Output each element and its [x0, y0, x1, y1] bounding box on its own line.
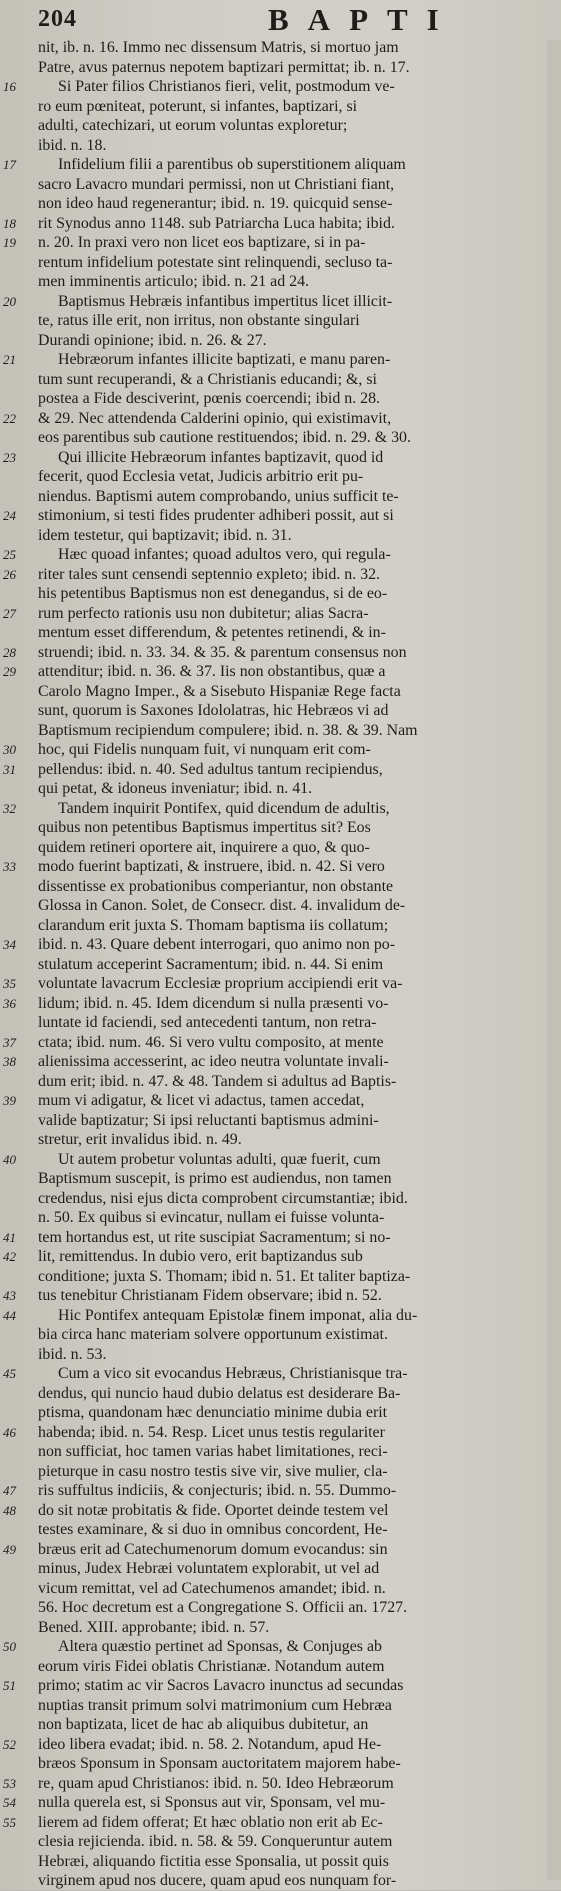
text-line [0, 604, 561, 624]
line-text: Hebræi, aliquando fictitia esse Sponsalia, ut possit quis [38, 1852, 389, 1870]
line-text: ideo libera evadat; ibid. n. 58. 2. Notandum, apud He- [38, 1735, 382, 1753]
text-line [0, 58, 561, 78]
line-text: tus tenebitur Christianam Fidem observare; ibid n. 52. [38, 1287, 382, 1304]
marginal-number: 29 [3, 664, 16, 679]
text-line [0, 1676, 561, 1696]
text-line [0, 1832, 561, 1852]
text-line [0, 1384, 561, 1404]
text-line [0, 1325, 561, 1345]
text-line [0, 1871, 561, 1891]
line-text: virginem apud nos ducere, quam apud eos nunquam for- [38, 1872, 397, 1889]
line-text: idem testetur, qui baptizavit; ibid. n. 31. [38, 526, 292, 544]
line-text: Carolo Magno Imper., & a Sisebuto Hispaniæ Rege facta [38, 682, 401, 700]
marginal-number: 27 [3, 605, 16, 621]
line-text: Infidelium filii a parentibus ob superstitionem aliquam [58, 156, 406, 173]
text-line [0, 1403, 561, 1423]
text-line [0, 1130, 561, 1150]
marginal-number: 38 [3, 1054, 16, 1069]
text-line [0, 1559, 561, 1579]
text-line [0, 1696, 561, 1716]
line-text: bræus erit ad Catechumenorum domum evocandus: sin [38, 1540, 388, 1558]
text-line [0, 116, 561, 136]
marginal-number: 40 [3, 1151, 16, 1167]
line-text: 56. Hoc decretum est a Congregatione S. Officii an. 1727. [38, 1599, 408, 1616]
line-text: clarandum erit juxta S. Thomam baptisma iis collatum; [38, 916, 389, 934]
text-line [0, 1657, 561, 1677]
text-line [0, 857, 561, 877]
line-text: Si Pater filios Christianos fieri, velit, postmodum ve- [58, 78, 395, 95]
line-text: luntate id faciendi, sed antecedenti tantum, non retra- [38, 1014, 377, 1031]
line-text: nuptias transit primum solvi matrimonium cum Hebræa [38, 1696, 392, 1714]
text-line [0, 1267, 561, 1287]
line-text: riter tales sunt censendi septennio expleto; ibid. n. 32. [38, 565, 381, 583]
line-text: vicum remittat, vel ad Catechumenos amandet; ibid. n. [38, 1579, 386, 1597]
text-line [0, 214, 561, 234]
line-text: clesia rejicienda. ibid. n. 58. & 59. Conqueruntur autem [38, 1833, 393, 1850]
marginal-number: 25 [3, 547, 16, 562]
text-line [0, 760, 561, 780]
line-text: dissentisse ex probationibus comperiantur, non obstante [38, 877, 394, 895]
text-line [0, 1091, 561, 1111]
line-text: lit, remittendus. In dubio vero, erit baptizandus sub [38, 1248, 363, 1265]
text-line [0, 565, 561, 585]
line-text: lierem ad fidem offerat; Et hæc oblatio non erit ab Ec- [38, 1813, 383, 1831]
line-text: Hic Pontifex antequam Epistolæ finem imponat, alia du- [58, 1306, 418, 1324]
line-text: ibid. n. 53. [38, 1345, 107, 1363]
line-text: quibus non petentibus Baptismus impertitus sit? Eos [38, 819, 371, 836]
line-text: tem hortandus est, ut rite suscipiat Sacramentum; si no- [38, 1228, 391, 1246]
line-text: fecerit, quod Ecclesia vetat, Judicis arbitrio erit pu- [38, 468, 364, 485]
marginal-number: 55 [3, 1814, 16, 1830]
text-line [0, 370, 561, 390]
line-text: credendus, nisi ejus dicta comprobent circumstantiæ; ibid. [38, 1189, 408, 1207]
running-title: BAPTI [268, 2, 458, 37]
line-text: postea a Fide desciverint, pœnis coercendi; ibid n. 28. [38, 390, 381, 407]
marginal-number: 45 [3, 1366, 16, 1381]
marginal-number: 33 [3, 859, 16, 874]
text-line [0, 448, 561, 468]
marginal-number: 50 [3, 1639, 16, 1654]
line-text: ibid. n. 18. [38, 136, 107, 154]
marginal-number: 32 [3, 800, 16, 816]
text-line [0, 1286, 561, 1306]
marginal-number: 18 [3, 215, 16, 231]
marginal-number: 35 [3, 976, 16, 991]
line-text: Tandem inquirit Pontifex, quid dicendum de adultis, [58, 799, 390, 817]
text-line [0, 896, 561, 916]
text-line [0, 1052, 561, 1072]
text-line [0, 974, 561, 994]
text-line [0, 1150, 561, 1170]
text-line [0, 506, 561, 526]
text-line [0, 1501, 561, 1521]
marginal-number: 23 [3, 449, 16, 465]
text-line [0, 487, 561, 507]
marginal-number: 19 [3, 235, 16, 250]
line-text: stimonium, si testi fides prudenter adhiberi possit, aut si [38, 507, 394, 524]
line-text: n. 20. In praxi vero non licet eos baptizare, si in pa- [38, 234, 366, 251]
line-text: pellendus: ibid. n. 40. Sed adultus tantum recipiendus, [38, 760, 383, 778]
text-line [0, 1793, 561, 1813]
line-text: alienissima accesserint, ac ideo neutra voluntate invali- [38, 1053, 389, 1070]
line-text: ctata; ibid. num. 46. Si vero vultu composito, at mente [38, 1033, 384, 1051]
text-line [0, 1462, 561, 1482]
line-text: Bened. XIII. approbante; ibid. n. 57. [38, 1618, 270, 1636]
text-line [0, 662, 561, 682]
page-number: 204 [38, 6, 77, 32]
line-text: Qui illicite Hebræorum infantes baptizavit, quod id [58, 448, 384, 466]
line-text: ibid. n. 43. Quare debent interrogari, quo animo non po- [38, 936, 396, 953]
line-text: dum erit; ibid. n. 47. & 48. Tandem si adultus ad Baptis- [38, 1072, 397, 1090]
line-text: sunt, quorum is Saxones Idololatras, hic Hebræos vi ad [38, 702, 389, 719]
text-line [0, 467, 561, 487]
text-line [0, 1852, 561, 1872]
text-line [0, 721, 561, 741]
marginal-number: 53 [3, 1775, 16, 1791]
text-line [0, 935, 561, 955]
line-text: Cum a vico sit evocandus Hebræus, Christianisque tra- [58, 1365, 408, 1382]
text-line [0, 779, 561, 799]
text-line [0, 623, 561, 643]
text-line [0, 428, 561, 448]
line-text: eorum viris Fidei oblatis Christianæ. Notandum autem [38, 1657, 385, 1675]
text-line [0, 838, 561, 858]
text-line [0, 1598, 561, 1618]
text-line [0, 799, 561, 819]
marginal-number: 20 [3, 293, 16, 309]
text-line [0, 233, 561, 253]
text-line [0, 818, 561, 838]
marginal-number: 43 [3, 1288, 16, 1303]
text-line [0, 955, 561, 975]
line-text: rit Synodus anno 1148. sub Patriarcha Luca habita; ibid. [38, 214, 395, 232]
text-line [0, 1442, 561, 1462]
text-line [0, 545, 561, 565]
line-text: Baptismum suscepit, is primo est audiendus, non tamen [38, 1170, 392, 1187]
line-text: nulla querela est, si Sponsus aut vir, Sponsam, vel mu- [38, 1794, 386, 1811]
text-line [0, 1013, 561, 1033]
text-line [0, 1189, 561, 1209]
line-text: minus, Judex Hebræi voluntatem explorabit, ut vel ad [38, 1560, 380, 1577]
marginal-number: 44 [3, 1307, 16, 1323]
text-line [0, 1033, 561, 1053]
line-text: non baptizata, licet de hac ab aliquibus dubitetur, an [38, 1716, 369, 1733]
line-text: & 29. Nec attendenda Calderini opinio, qui existimavit, [38, 409, 392, 427]
line-text: stulatum acceperint Sacramentum; ibid. n. 44. Si enim [38, 955, 384, 973]
line-text: sacro Lavacro mundari permissi, non ut Christiani fiant, [38, 175, 395, 193]
text-line [0, 292, 561, 312]
text-line [0, 1169, 561, 1189]
text-line [0, 682, 561, 702]
text-line [0, 643, 561, 663]
text-line [0, 194, 561, 214]
text-line [0, 1072, 561, 1092]
text-line [0, 311, 561, 331]
text-line [0, 1813, 561, 1833]
text-line [0, 1735, 561, 1755]
line-text: Hæc quoad infantes; quoad adultos vero, qui regula- [58, 546, 391, 563]
text-line [0, 1715, 561, 1735]
line-text: conditione; juxta S. Thomam; ibid n. 51. Et taliter baptiza- [38, 1267, 411, 1285]
line-text: dendus, qui nuncio haud dubio delatus est desiderare Ba- [38, 1384, 401, 1402]
line-text: habenda; ibid. n. 54. Resp. Licet unus testis regulariter [38, 1423, 385, 1441]
line-text: te, ratus ille erit, non irritus, non obstante singulari [38, 312, 360, 329]
line-text: bræos Sponsum in Sponsam auctoritatem majorem habe- [38, 1755, 401, 1772]
line-text: qui petat, & idoneus inveniatur; ibid. n. 41. [38, 780, 313, 797]
text-line [0, 701, 561, 721]
text-line [0, 584, 561, 604]
line-text: men imminentis articulo; ibid. n. 21 ad 24. [38, 273, 309, 290]
text-line [0, 97, 561, 117]
line-text: Altera quæstio pertinet ad Sponsas, & Conjuges ab [58, 1638, 382, 1655]
text-line [0, 350, 561, 370]
line-text: niendus. Baptismi autem comprobando, unius sufficit te- [38, 487, 399, 505]
text-line [0, 1364, 561, 1384]
text-line [0, 1637, 561, 1657]
marginal-number: 31 [3, 761, 16, 777]
line-text: re, quam apud Christianos: ibid. n. 50. Ideo Hebræorum [38, 1774, 394, 1792]
marginal-number: 30 [3, 742, 16, 757]
marginal-number: 34 [3, 937, 16, 952]
marginal-number: 16 [3, 79, 16, 94]
text-line [0, 1481, 561, 1501]
line-text: ro eum pœniteat, poterunt, si infantes, baptizari, si [38, 97, 358, 115]
text-line [0, 331, 561, 351]
text-line [0, 1228, 561, 1248]
marginal-number: 51 [3, 1678, 16, 1693]
line-text: Baptismus Hebræis infantibus impertitus licet illicit- [58, 292, 393, 310]
text-line [0, 877, 561, 897]
text-line [0, 272, 561, 292]
text-line [0, 77, 561, 97]
text-line [0, 994, 561, 1014]
text-line [0, 1247, 561, 1267]
line-text: non sufficiat, hoc tamen varias habet limitationes, reci- [38, 1443, 388, 1460]
text-line [0, 409, 561, 429]
text-line [0, 1754, 561, 1774]
marginal-number: 17 [3, 157, 16, 172]
line-text: hoc, qui Fidelis nunquam fuit, vi nunquam erit com- [38, 741, 371, 758]
line-text: ptisma, quandonam hæc denunciatio minime dubia erit [38, 1404, 388, 1421]
text-line [0, 740, 561, 760]
marginal-number: 24 [3, 508, 16, 523]
text-line [0, 155, 561, 175]
marginal-number: 37 [3, 1034, 16, 1050]
marginal-number: 49 [3, 1541, 16, 1557]
line-text: stretur, erit invalidus ibid. n. 49. [38, 1131, 242, 1148]
marginal-number: 26 [3, 566, 16, 582]
text-line [0, 253, 561, 273]
text-line [0, 1520, 561, 1540]
line-text: tum sunt recuperandi, & a Christianis educandi; &, si [38, 370, 377, 388]
line-text: eos parentibus sub cautione restituendos; ibid. n. 29. & 30. [38, 429, 411, 446]
line-text: rentum infidelium potestate sint relinquendi, secluso ta- [38, 253, 393, 271]
line-text: mentum esset differendum, & petentes retinendi, & in- [38, 624, 386, 641]
page-header [0, 0, 561, 42]
text-line [0, 1540, 561, 1560]
line-text: pieturque in casu nostro testis sive vir, sive mulier, cla- [38, 1462, 388, 1480]
marginal-number: 41 [3, 1229, 16, 1245]
line-text: do sit notæ probitatis & fide. Oportet deinde testem vel [38, 1501, 389, 1519]
text-line [0, 1618, 561, 1638]
marginal-number: 47 [3, 1483, 16, 1498]
text-line [0, 1208, 561, 1228]
marginal-number: 46 [3, 1424, 16, 1440]
marginal-number: 52 [3, 1736, 16, 1752]
line-text: testes examinare, & si duo in omnibus concordent, He- [38, 1521, 388, 1538]
text-line [0, 916, 561, 936]
text-line [0, 389, 561, 409]
text-line [0, 38, 561, 58]
line-text: rum perfecto rationis usu non dubitetur; alias Sacra- [38, 604, 369, 622]
marginal-number: 48 [3, 1502, 16, 1518]
line-text: quidem retineri oportere ait, inquirere a quo, & quo- [38, 838, 370, 856]
line-text: primo; statim ac vir Sacros Lavacro inunctus ad secundas [38, 1677, 404, 1694]
text-line [0, 526, 561, 546]
line-text: attenditur; ibid. n. 36. & 37. Iis non obstantibus, quæ a [38, 663, 386, 680]
line-text: modo fuerint baptizati, & instruere, ibid. n. 42. Si vero [38, 858, 385, 875]
line-text: nit, ib. n. 16. Immo nec dissensum Matris, si mortuo jam [38, 39, 399, 56]
text-line [0, 136, 561, 156]
line-text: Patre, avus paternus nepotem baptizari permittat; ib. n. 17. [38, 58, 410, 76]
marginal-number: 21 [3, 352, 16, 367]
marginal-number: 54 [3, 1795, 16, 1810]
text-line [0, 1306, 561, 1326]
text-line [0, 1345, 561, 1365]
text-line [0, 1579, 561, 1599]
line-text: ris suffultus indiciis, & conjecturis; ibid. n. 55. Dummo- [38, 1482, 397, 1499]
line-text: voluntate lavacrum Ecclesiæ proprium accipiendi erit va- [38, 975, 403, 992]
line-text: adulti, catechizari, ut eorum voluntas exploretur; [38, 117, 348, 134]
line-text: n. 50. Ex quibus si evincatur, nullam ei fuisse volunta- [38, 1209, 385, 1226]
text-line [0, 1111, 561, 1131]
line-text: Ut autem probetur voluntas adulti, quæ fuerit, cum [58, 1150, 381, 1168]
line-text: non ideo haud regenerantur; ibid. n. 19. quicquid sense- [38, 195, 393, 212]
marginal-number: 36 [3, 995, 16, 1011]
line-text: bia circa hanc materiam solvere opportunum existimat. [38, 1326, 388, 1343]
line-text: mum vi adigatur, & licet vi adactus, tamen accedat, [38, 1092, 365, 1109]
line-text: Durandi opinione; ibid. n. 26. & 27. [38, 331, 267, 349]
marginal-number: 39 [3, 1093, 16, 1108]
text-line [0, 1774, 561, 1794]
line-text: Baptismum recipiendum compulere; ibid. n. 38. & 39. Nam [38, 721, 418, 739]
text-line [0, 1423, 561, 1443]
marginal-number: 42 [3, 1249, 16, 1264]
marginal-number: 28 [3, 644, 16, 660]
line-text: his petentibus Baptismus non est denegandus, si de eo- [38, 585, 388, 602]
text-line [0, 175, 561, 195]
line-text: valide baptizatur; Si ipsi reluctanti baptismus admini- [38, 1111, 379, 1129]
line-text: Hebræorum infantes illicite baptizati, e manu paren- [58, 351, 391, 368]
marginal-number: 22 [3, 410, 16, 426]
line-text: lidum; ibid. n. 45. Idem dicendum si nulla præsenti vo- [38, 994, 389, 1012]
line-text: Glossa in Canon. Solet, de Consecr. dist. 4. invalidum de- [38, 897, 406, 914]
facing-page-edge [547, 40, 561, 1880]
line-text: struendi; ibid. n. 33. 34. & 35. & parentum consensus non [38, 643, 407, 661]
